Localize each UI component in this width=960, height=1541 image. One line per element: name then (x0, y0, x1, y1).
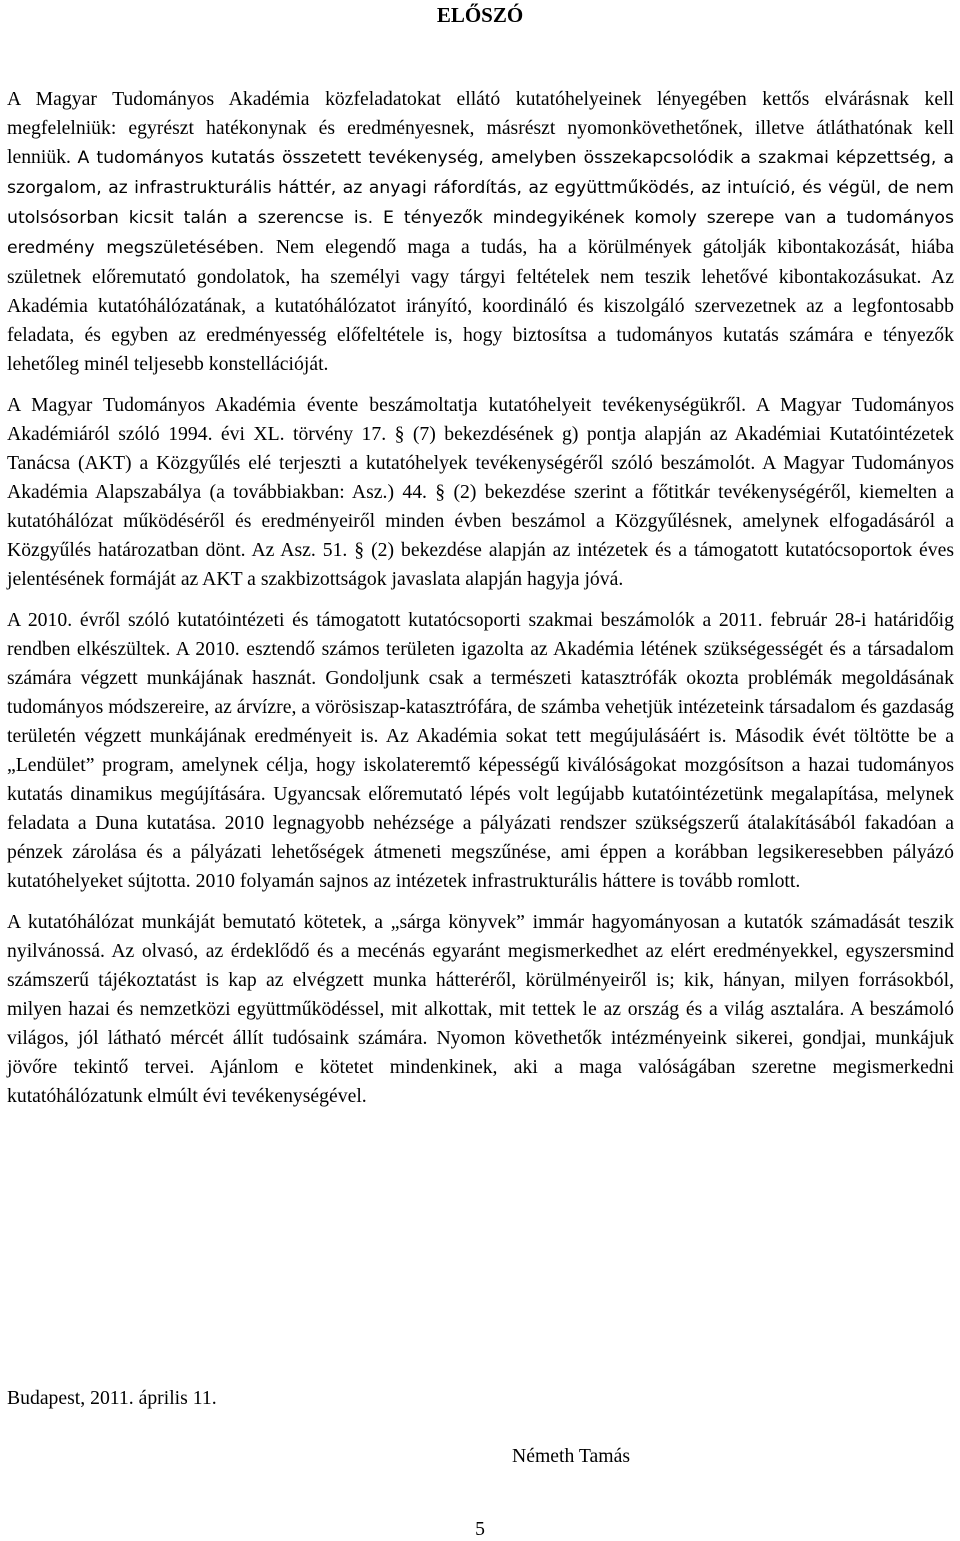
signature-name: Németh Tamás (512, 1445, 630, 1467)
body-text (7, 85, 954, 1123)
paragraph-1-segment-2: A tudományos kutatás összetett tevékenység, amelyben összekapcsolódik a szakmai képzettség, a szorgalom, az infrastrukturális háttér, az anyagi ráfordítás, az együttműködés, az intuíció, és végül, de nem utolsósorban kicsit talán a szerencse is. E tényezők mindegyikének komoly szerepe van a tudományos eredmény megszületésében. (7, 148, 954, 258)
place-and-date: Budapest, 2011. április 11. (7, 1387, 217, 1409)
paragraph-1-segment-1: A Magyar Tudományos Akadémia közfeladatokat ellátó kutatóhelyeinek lényegében kettős elvárásnak kell megfelelniük: egyrészt hatékonynak és eredményesnek, másrészt nyomonkövethetőnek, illetve átláthatónak kell lenniük. (7, 88, 954, 168)
paragraph-2-segment-1: A Magyar Tudományos Akadémia évente beszámoltatja kutatóhelyeit tevékenységükről. A Magyar Tudományos Akadémiáról szóló 1994. évi XL. törvény 17. § (7) bekezdésének g) pontja alapján az Akadémiai Kutatóintézetek Tanácsa (AKT) a Közgyűlés elé terjeszti a kutatóhelyek tevékenységéről szóló beszámolót. A Magyar Tudományos Akadémia Alapszabálya (a továbbiakban: Asz.) 44. § (2) bekezdése szerint a főtitkár tevékenységéről, kiemelten a kutatóhálózat működéséről és eredményeiről minden évben beszámol a Közgyűlésnek, amelynek elfogadásáról a Közgyűlés határozatban dönt. Az Asz. 51. § (2) bekezdése alapján az intézetek és a támogatott kutatócsoportok éves jelentésének formáját az AKT a szakbizottságok javaslata alapján hagyja jóvá. (7, 394, 954, 590)
paragraph-4 (7, 908, 954, 1111)
paragraph-3-segment-1: A 2010. évről szóló kutatóintézeti és támogatott kutatócsoporti szakmai beszámolók a 2011. február 28-i határidőig rendben elkészültek. A 2010. esztendő számos területen igazolta az Akadémia létének szükségességét és a társadalom számára végzett munkájának hasznát. Gondoljunk csak a természeti katasztrófák okozta problémák megoldásának tudományos módszereire, az árvízre, a vörösiszap-katasztrófára, de számba vehetjük intézeteink társadalom és gazdaság területén végzett munkájának eredményeit is. Az Akadémia sokat tett megújulásáért is. Második évét töltötte be a „Lendület” program, amelynek célja, hogy iskolateremtő képességű kiválóságokat mozgósítson a hazai tudományos kutatás dinamikus megújítására. Ugyancsak előremutató lépés volt legújabb kutatóintézetünk megalapítása, melynek feladata a Duna kutatása. 2010 legnagyobb nehézsége a pályázati rendszer szükségszerű átalakításából fakadóan a pénzek zárolása és a pályázati lehetőségek átmeneti megszűnése, ami éppen a korábban legsikeresebben pályázó kutatóhelyeket sújtotta. 2010 folyamán sajnos az intézetek infrastrukturális háttere is tovább romlott. (7, 609, 954, 892)
page-number: 5 (475, 1518, 485, 1540)
paragraph-3 (7, 606, 954, 896)
page-title: ELŐSZÓ (436, 3, 524, 27)
paragraph-1 (7, 85, 954, 379)
paragraph-4-segment-1: A kutatóhálózat munkáját bemutató kötetek, a „sárga könyvek” immár hagyományosan a kutatók számadását teszik nyilvánossá. Az olvasó, az érdeklődő és a mecénás egyaránt megismerkedhet az elért eredményekkel, egyszersmind számszerű tájékoztatást is kap az elvégzett munka hátteréről, körülményeiről is; kik, hányan, milyen forrásokból, milyen hazai és nemzetközi együttműködéssel, mit alkottak, mit tettek le az ország és a világ asztalára. A beszámoló világos, jól látható mércét állít tudósaink számára. Nyomon követhetők intézményeink sikerei, gondjai, munkájuk jövőre tekintő tervei. Ajánlom e kötetet mindenkinek, aki a maga valóságában szeretne megismerkedni kutatóhálózatunk elmúlt évi tevékenységével. (7, 911, 954, 1107)
paragraph-1-segment-3: Nem elegendő maga a tudás, ha a körülmények gátolják kibontakozását, hiába születnek előremutató gondolatok, ha személyi vagy tárgyi feltételek nem teszik lehetővé kibontakozásukat. Az Akadémia kutatóhálózatának, a kutatóhálózatot irányító, koordináló és kiszolgáló szervezetnek az a legfontosabb feladata, és egyben az eredményesség előfeltétele is, hogy biztosítsa a tudományos kutatás számára e tényezők lehetőleg minél teljesebb konstellációját. (7, 236, 954, 375)
paragraph-2 (7, 391, 954, 594)
